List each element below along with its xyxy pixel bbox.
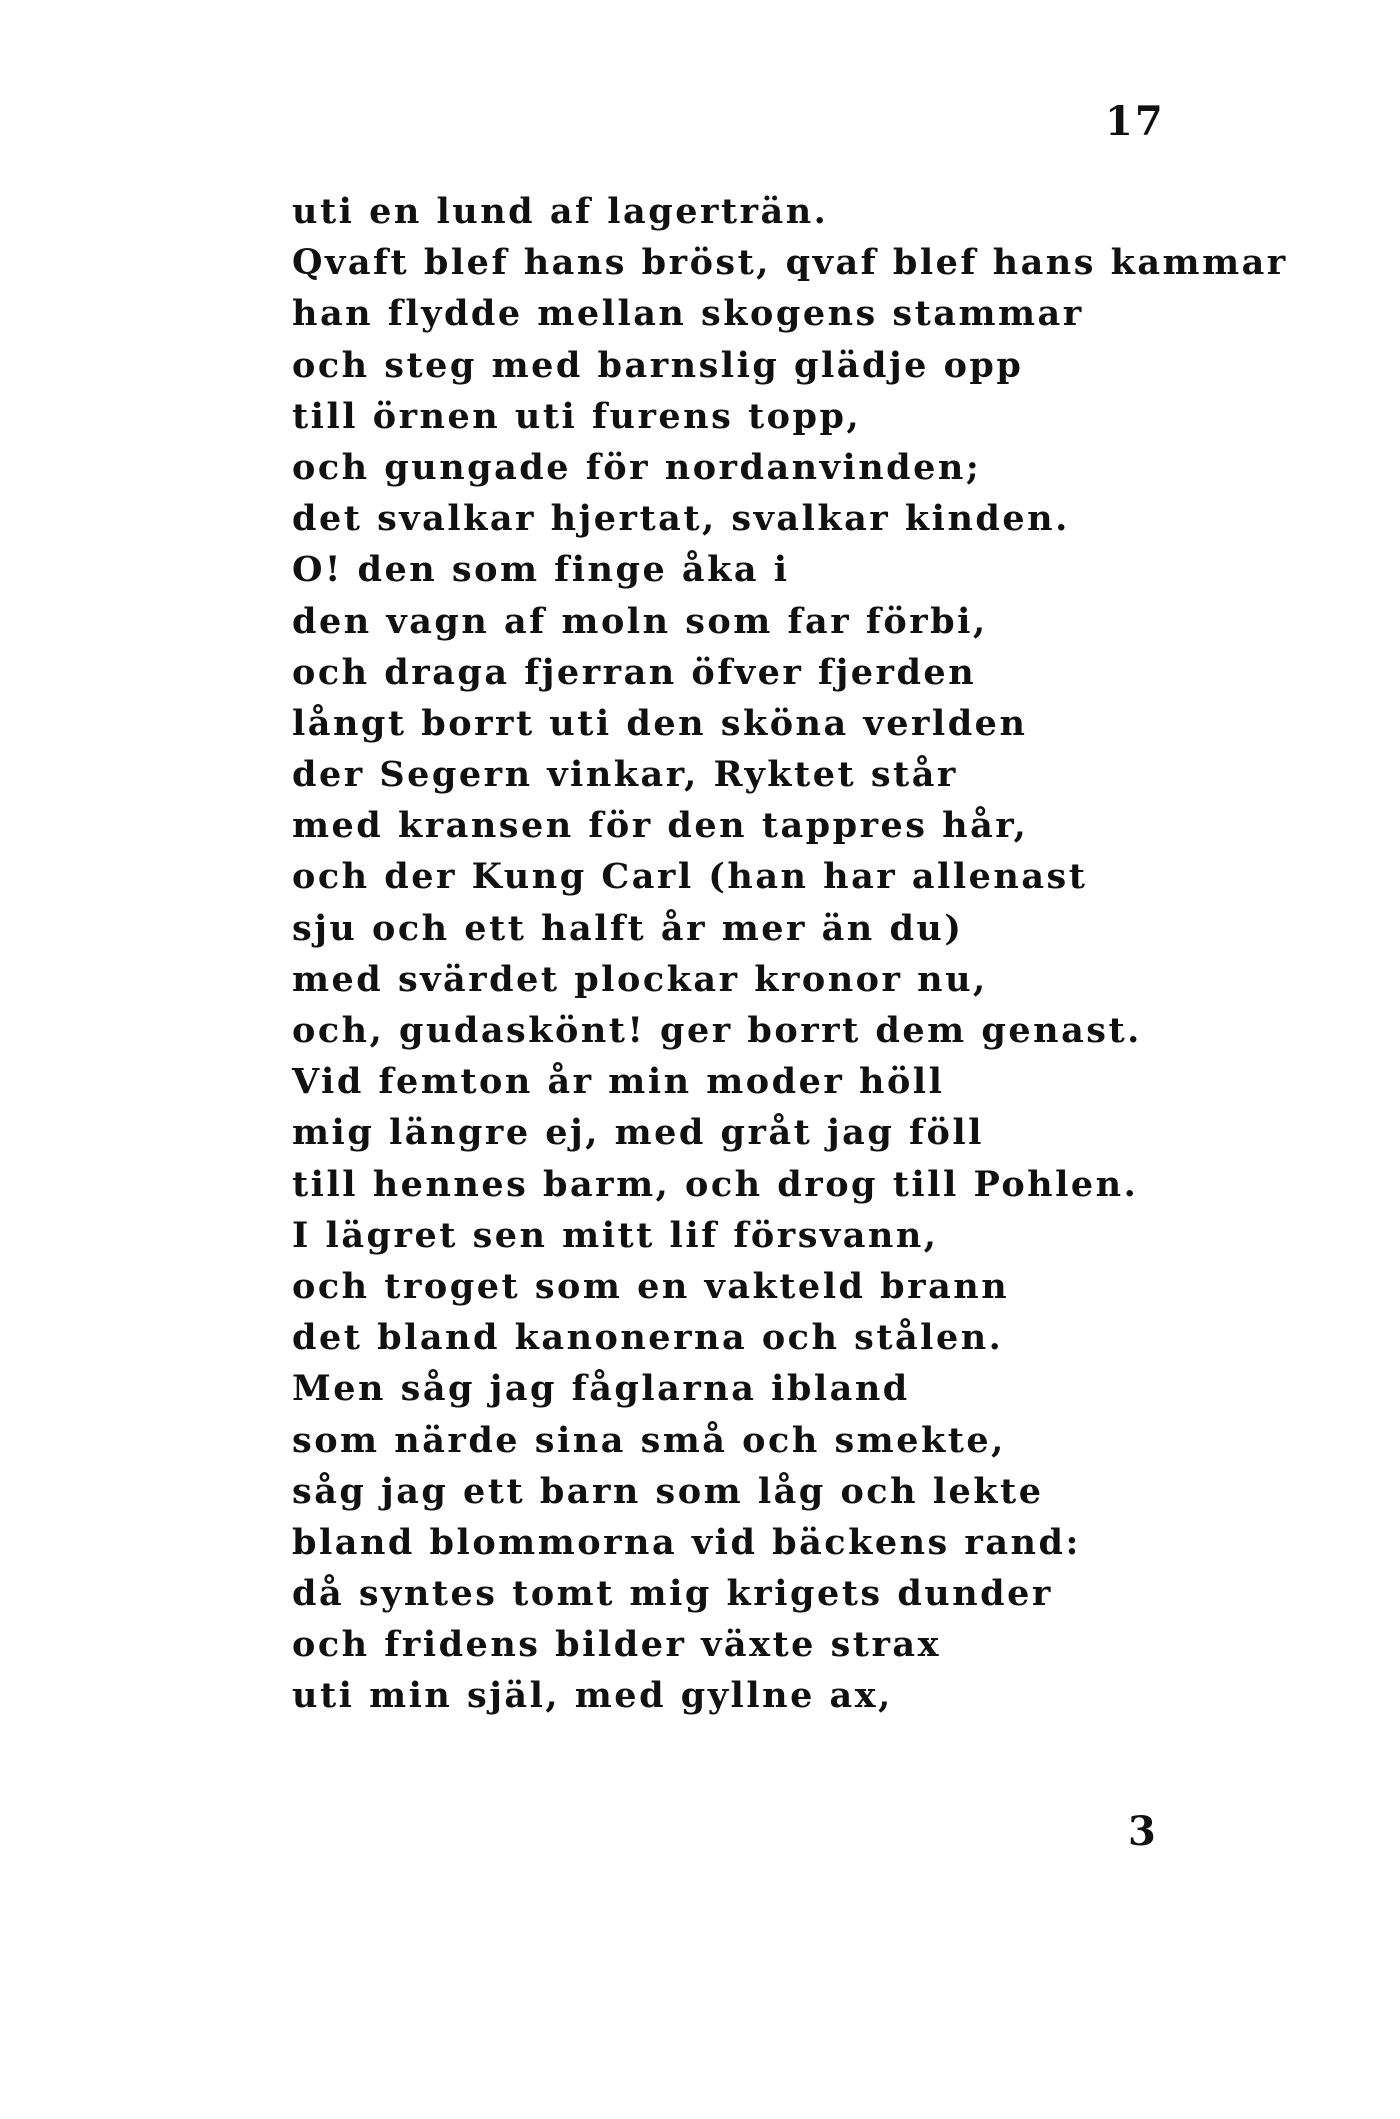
poem-line: och steg med barnslig glädje opp: [292, 344, 1024, 386]
poem-line: Vid femton år min moder höll: [292, 1061, 945, 1103]
poem-line: bland blommorna vid bäckens rand:: [292, 1521, 1081, 1563]
poem-line: det svalkar hjertat, svalkar kinden.: [292, 498, 1070, 540]
signature-mark: 3: [1128, 1808, 1156, 1855]
poem-line: uti min själ, med gyllne ax,: [292, 1675, 893, 1717]
poem-line: till hennes barm, och drog till Pohlen.: [292, 1163, 1139, 1205]
poem-line: såg jag ett barn som låg och lekte: [292, 1470, 1044, 1512]
poem-line: sju och ett halft år mer än du): [292, 907, 964, 949]
poem-line: O! den som finge åka i: [292, 549, 790, 591]
poem-line: mig längre ej, med gråt jag föll: [292, 1112, 984, 1154]
poem-line: och der Kung Carl (han har allenast: [292, 856, 1088, 898]
poem-line: han flydde mellan skogens stammar: [292, 293, 1084, 335]
poem-line: Men såg jag fåglarna ibland: [292, 1368, 910, 1410]
poem-line: och troget som en vakteld brann: [292, 1265, 1010, 1307]
poem-line: som närde sina små och smekte,: [292, 1419, 1006, 1461]
poem-line: Qvaft blef hans bröst, qvaf blef hans kammar: [292, 242, 1288, 284]
poem-line: med kransen för den tappres hår,: [292, 805, 1029, 847]
poem-line: och fridens bilder växte strax: [292, 1624, 941, 1666]
poem-line: och, gudaskönt! ger borrt dem genast.: [292, 1010, 1142, 1051]
poem-line: och draga fjerran öfver fjerden: [292, 651, 977, 693]
poem-line: den vagn af moln som far förbi,: [292, 600, 988, 642]
poem-text: [292, 186, 1292, 1722]
poem-line: till örnen uti furens topp,: [292, 395, 862, 437]
poem-line: I lägret sen mitt lif försvann,: [292, 1214, 939, 1256]
poem-line: der Segern vinkar, Ryktet står: [292, 754, 958, 796]
poem-line: det bland kanonerna och stålen.: [292, 1317, 1004, 1359]
poem-line: och gungade för nordanvinden;: [292, 446, 982, 488]
poem-line: då syntes tomt mig krigets dunder: [292, 1573, 1053, 1615]
poem-line: med svärdet plockar kronor nu,: [292, 958, 988, 1000]
poem-line: uti en lund af lagerträn.: [292, 191, 829, 232]
page-number: 17: [1105, 98, 1165, 145]
poem-line: långt borrt uti den sköna verlden: [292, 702, 1028, 744]
